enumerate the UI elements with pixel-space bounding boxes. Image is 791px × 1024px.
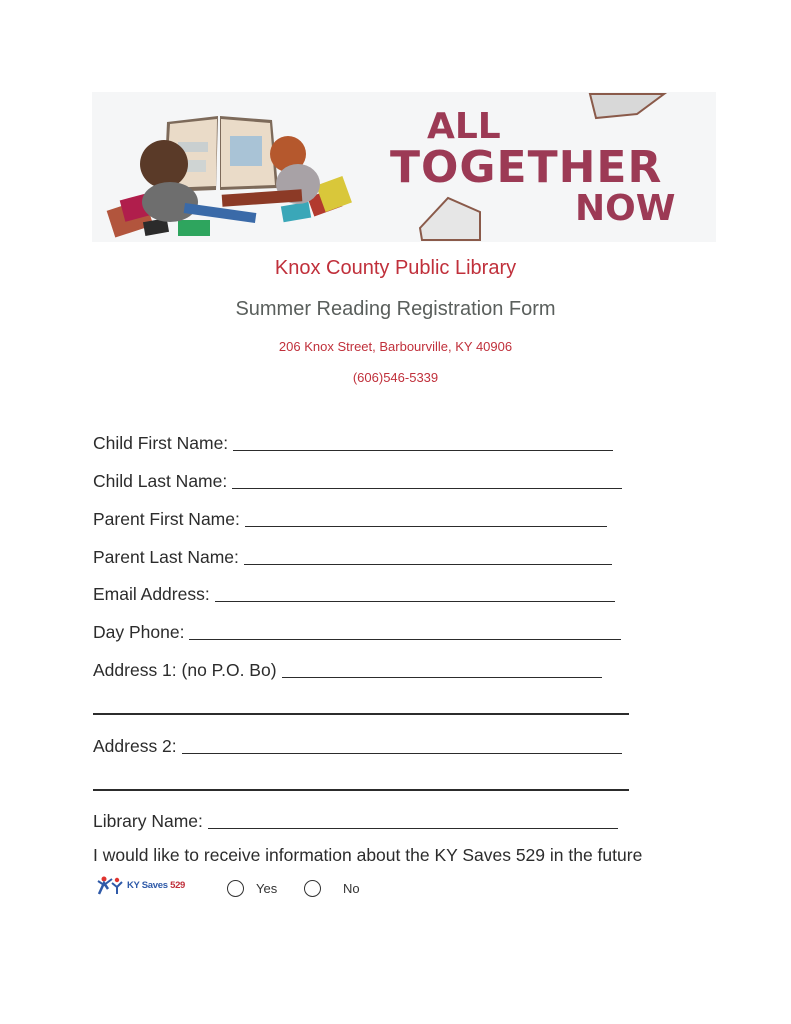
parent-last-name-field[interactable] <box>93 544 612 568</box>
library-phone: (606)546-5339 <box>352 370 439 385</box>
field-label: Email Address: <box>93 584 210 604</box>
parent-first-name-input-line[interactable] <box>245 526 607 528</box>
ky-saves-logo <box>96 875 185 895</box>
address-1-input-line[interactable] <box>282 677 602 679</box>
library-address: 206 Knox Street, Barbourville, KY 40906 <box>278 339 513 354</box>
svg-text:ALL: ALL <box>427 106 501 147</box>
all-together-now-illustration <box>92 92 716 242</box>
field-label: Day Phone: <box>93 622 185 642</box>
field-label: Parent First Name: <box>93 509 240 529</box>
svg-text:NOW: NOW <box>575 188 676 229</box>
field-label: Child First Name: <box>93 433 229 453</box>
address-2-field[interactable] <box>93 733 622 757</box>
yes-label: Yes <box>256 881 278 896</box>
yes-option[interactable] <box>227 880 277 897</box>
address-1-field[interactable] <box>93 657 602 681</box>
field-label: Parent Last Name: <box>93 547 239 567</box>
email-address-input-line[interactable] <box>215 601 615 603</box>
field-label: Address 2: <box>93 736 177 756</box>
child-last-name-input-line[interactable] <box>232 488 622 490</box>
ky-saves-person-icon <box>96 875 126 895</box>
library-name: Knox County Public Library <box>274 257 517 279</box>
field-label: Address 1: (no P.O. Bo) <box>93 660 277 680</box>
day-phone-field[interactable] <box>93 619 621 643</box>
child-first-name-field[interactable] <box>93 430 613 454</box>
no-label: No <box>343 881 360 896</box>
day-phone-input-line[interactable] <box>189 639 621 641</box>
address-1-continuation-line[interactable] <box>93 713 629 715</box>
parent-last-name-input-line[interactable] <box>244 564 612 566</box>
form-title: Summer Reading Registration Form <box>235 298 556 320</box>
no-radio-button[interactable] <box>304 880 321 897</box>
field-label: Child Last Name: <box>93 471 228 491</box>
ky-saves-question: I would like to receive information about the KY Saves 529 in the future <box>93 845 643 865</box>
library-name-input-line[interactable] <box>208 828 618 830</box>
child-last-name-field[interactable] <box>93 468 622 492</box>
no-option[interactable] <box>304 880 360 897</box>
yes-radio-button[interactable] <box>227 880 244 897</box>
address-2-input-line[interactable] <box>182 753 622 755</box>
email-address-field[interactable] <box>93 581 615 605</box>
svg-text:TOGETHER: TOGETHER <box>390 142 663 193</box>
parent-first-name-field[interactable] <box>93 506 607 530</box>
address-2-continuation-line[interactable] <box>93 789 629 791</box>
library-name-field[interactable] <box>93 808 618 832</box>
banner-image <box>92 92 716 242</box>
ky-saves-logo-text: KY Saves 529 <box>127 879 186 891</box>
child-first-name-input-line[interactable] <box>233 450 613 452</box>
field-label: Library Name: <box>93 811 203 831</box>
